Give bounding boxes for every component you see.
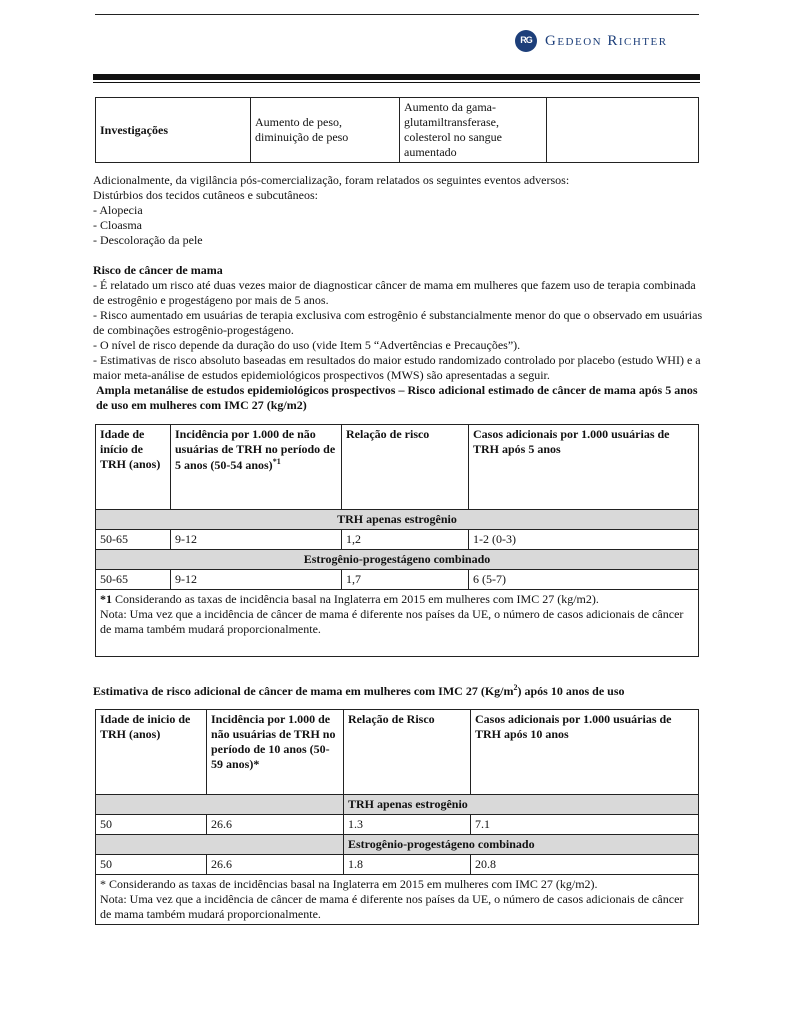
table-cell: 50 [96, 855, 207, 875]
table-cell: 26.6 [207, 855, 344, 875]
table-row [96, 530, 699, 550]
table-note [96, 590, 699, 657]
table-cell: 7.1 [471, 815, 699, 835]
paragraph: - É relatado um risco até duas vezes maior de diagnosticar câncer de mama em mulheres que fazem uso de terapia combinada de estrogênio e progestágeno por mais de 5 anos. [93, 278, 696, 307]
logo-icon: RG [515, 30, 537, 52]
section-label: Estrogênio-progestágeno combinado [344, 835, 699, 855]
column-header: Casos adicionais por 1.000 usuárias de TRH após 5 anos [469, 425, 699, 510]
section-row [96, 835, 699, 855]
title-text: Estimativa de risco adicional de câncer de mama em mulheres com IMC 27 (Kg/m [93, 684, 514, 698]
footnote-marker: *1 [272, 457, 281, 466]
postmarketing-section [93, 173, 703, 248]
table-cell: 50-65 [96, 530, 171, 550]
column-header: Incidência por 1.000 de não usuárias de TRH no período de 10 anos (50-59 anos)* [207, 710, 344, 795]
table-cell: 20.8 [471, 855, 699, 875]
column-header: Idade de inicio de TRH (anos) [96, 710, 207, 795]
table1-title: Ampla metanálise de estudos epidemiológicos prospectivos – Risco adicional estimado de câncer de mama após 5 anos de uso em mulheres com IMC 27 (kg/m2) [96, 383, 698, 412]
breast-cancer-section [93, 263, 703, 413]
header-thick-rule [93, 74, 700, 80]
postmarketing-intro: Adicionalmente, da vigilância pós-comercialização, foram relatados os seguintes eventos adversos: [93, 173, 570, 187]
postmarketing-category: Distúrbios dos tecidos cutâneos e subcutâneos: [93, 188, 318, 202]
list-item: - Cloasma [93, 218, 142, 232]
paragraph: - Estimativas de risco absoluto baseadas em resultados do maior estudo randomizado controlado por placebo (estudo WHI) e a maior meta-análise de estudos epidemiológicos prospectivos (MWS) são apresentadas a seguir. [93, 353, 701, 382]
section-label: TRH apenas estrogênio [344, 795, 699, 815]
table-header-row [96, 710, 699, 795]
section-row [96, 550, 699, 570]
company-logo [515, 30, 668, 52]
note-row [96, 875, 699, 925]
list-item: - Alopecia [93, 203, 143, 217]
section-label: TRH apenas estrogênio [96, 510, 699, 530]
note-row [96, 590, 699, 657]
paragraph: - Risco aumentado em usuárias de terapia exclusiva com estrogênio é substancialmente menor do que o observado em usuárias de combinações estrogênio-progestágeno. [93, 308, 703, 337]
section-heading: Risco de câncer de mama [93, 263, 223, 277]
table-row [96, 98, 699, 163]
note-text: * Considerando as taxas de incidências basal na Inglaterra em 2015 em mulheres com IMC 27 (kg/m2). [100, 877, 598, 891]
table-row [96, 570, 699, 590]
superscript: 2 [513, 683, 518, 692]
row-label: Investigações [96, 98, 251, 163]
table-cell: 1,2 [342, 530, 469, 550]
column-header [171, 425, 342, 510]
column-header: Casos adicionais por 1.000 usuárias de TRH após 10 anos [471, 710, 699, 795]
section-label: Estrogênio-progestágeno combinado [96, 550, 699, 570]
table-cell: 50-65 [96, 570, 171, 590]
risk-table-5-years [95, 424, 699, 657]
section-row [96, 510, 699, 530]
table-cell: 26.6 [207, 815, 344, 835]
table-cell: 1-2 (0-3) [469, 530, 699, 550]
brand-name: Gedeon Richter [545, 32, 668, 49]
table-cell: 1.3 [344, 815, 471, 835]
header-rule [95, 14, 699, 15]
investigations-table [95, 97, 699, 163]
section-row [96, 795, 699, 815]
note-text: Nota: Uma vez que a incidência de câncer de mama é diferente nos países da UE, o número de casos adicionais de câncer de mama também mudará proporcionalmente. [100, 892, 684, 921]
table-cell: Aumento da gama-glutamiltransferase, colesterol no sangue aumentado [400, 98, 547, 163]
table-cell: 9-12 [171, 530, 342, 550]
table-cell: 1,7 [342, 570, 469, 590]
table-cell: 6 (5-7) [469, 570, 699, 590]
table-cell [96, 795, 344, 815]
paragraph: - O nível de risco depende da duração do uso (vide Item 5 “Advertências e Precauções”). [93, 338, 521, 352]
table-row [96, 855, 699, 875]
table-note [96, 875, 699, 925]
table-cell [96, 835, 344, 855]
footnote-marker: *1 [100, 592, 112, 606]
table-cell: 9-12 [171, 570, 342, 590]
column-header: Relação de Risco [344, 710, 471, 795]
note-text: Considerando as taxas de incidência basal na Inglaterra em 2015 em mulheres com IMC 27 (kg/m2). [112, 592, 599, 606]
header-text: Incidência por 1.000 de não usuárias de TRH no período de 5 anos (50-54 anos) [175, 427, 336, 472]
table2-title [93, 683, 703, 699]
table-cell: Aumento de peso, diminuição de peso [251, 98, 400, 163]
table-row [96, 815, 699, 835]
table-cell: 50 [96, 815, 207, 835]
column-header: Idade de início de TRH (anos) [96, 425, 171, 510]
title-text: ) após 10 anos de uso [517, 684, 625, 698]
list-item: - Descoloração da pele [93, 233, 203, 247]
risk-table-10-years [95, 709, 699, 925]
note-text: Nota: Uma vez que a incidência de câncer de mama é diferente nos países da UE, o número de casos adicionais de câncer de mama também mudará proporcionalmente. [100, 607, 684, 636]
table-cell [547, 98, 699, 163]
table-cell: 1.8 [344, 855, 471, 875]
header-thin-rule [93, 82, 700, 83]
column-header: Relação de risco [342, 425, 469, 510]
table-header-row [96, 425, 699, 510]
